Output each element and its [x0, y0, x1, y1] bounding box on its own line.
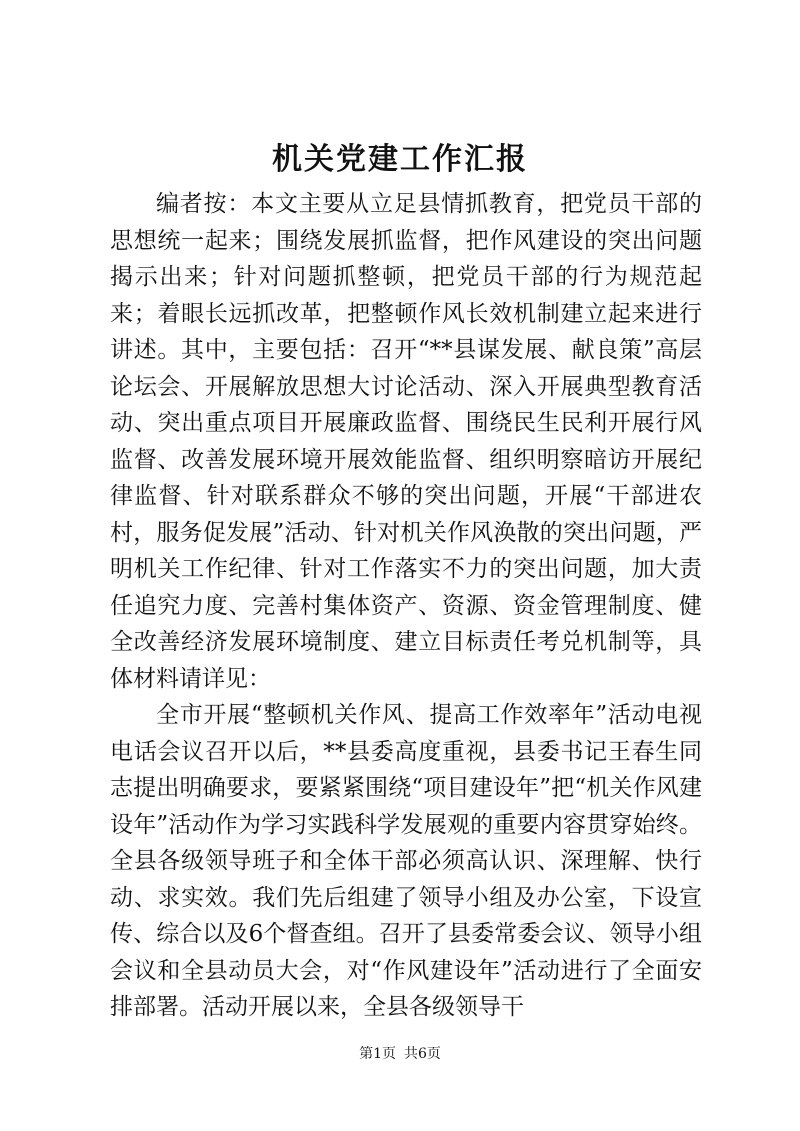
document-title: 机关党建工作汇报 — [272, 142, 528, 177]
document-body — [110, 186, 702, 1026]
editor-note-paragraph: 编者按：本文主要从立足县情抓教育，把党员干部的思想统一起来；围绕发展抓监督，把作风建设的突出问题揭示出来；针对问题抓整顿，把党员干部的行为规范起来；着眼长远抓改革，把整顿作风长效机制建立起来进行讲述。其中，主要包括：召开“**县谋发展、献良策”高层论坛会、开展解放思想大讨论活动、深入开展典型教育活动、突出重点项目开展廉政监督、围绕民生民利开展行风监督、改善发展环境开展效能监督、组织明察暗访开展纪律监督、针对联系群众不够的突出问题，开展“干部进农村，服务促发展”活动、针对机关作风涣散的突出问题，严明机关工作纪律、针对工作落实不力的突出问题，加大责任追究力度、完善村集体资产、资源、资金管理制度、健全改善经济发展环境制度、建立目标责任考兑机制等，具体材料请详见： — [110, 191, 702, 692]
body-paragraph: 全市开展“整顿机关作风、提高工作效率年”活动电视电话会议召开以后，**县委高度重视，县委书记王春生同志提出明确要求，要紧紧围绕“项目建设年”把“机关作风建设年”活动作为学习实践科学发展观的重要内容贯穿始终。全县各级领导班子和全体干部必须高认识、深理解、快行动、求实效。我们先后组建了领导小组及办公室，下设宣传、综合以及6个督查组。召开了县委常委会议、领导小组会议和全县动员大会，对“作风建设年”活动进行了全面安排部署。活动开展以来，全县各级领导干 — [110, 702, 702, 1020]
page-number: 第1页 — [359, 1046, 396, 1062]
page-footer — [0, 1044, 800, 1064]
page-total: 共6页 — [404, 1046, 441, 1062]
